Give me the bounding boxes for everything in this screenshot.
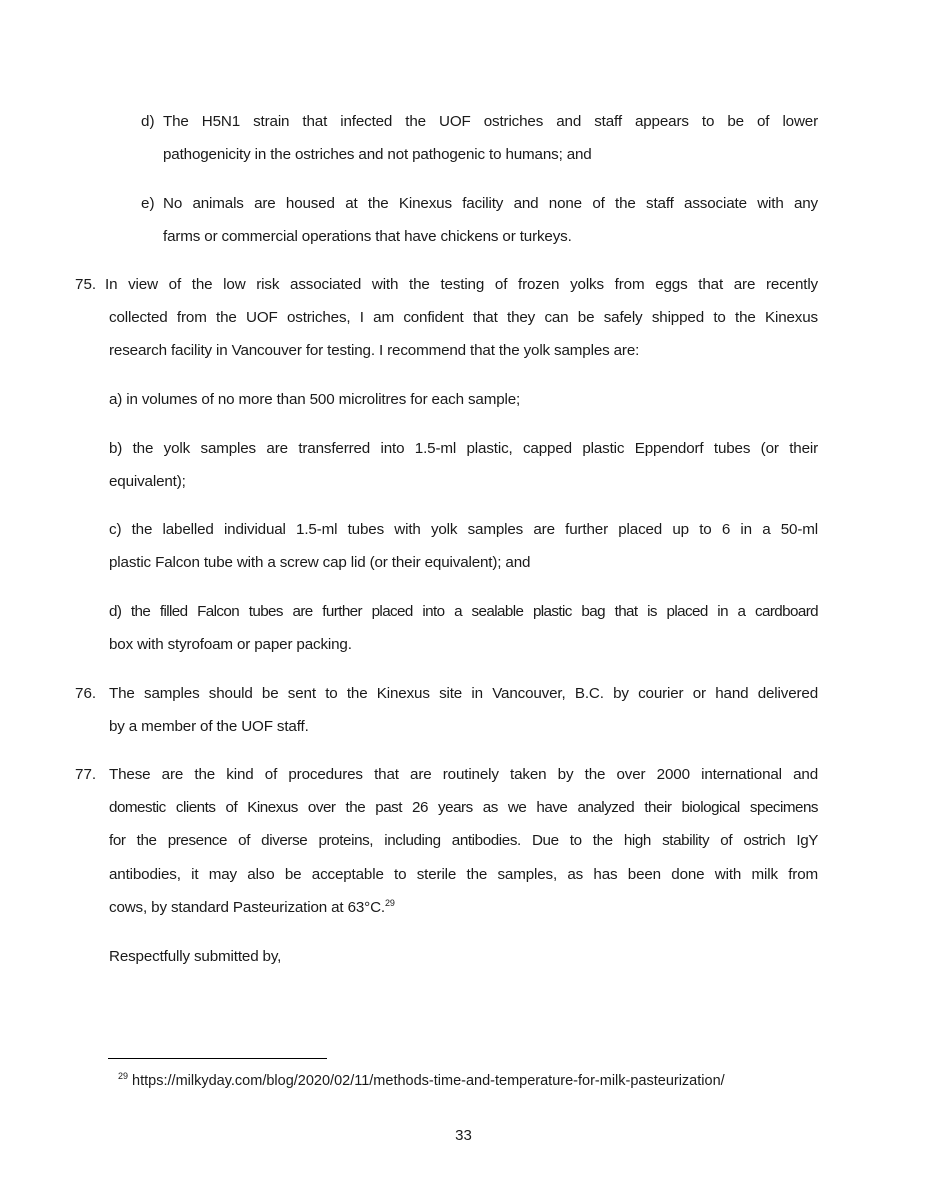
p77-line-2: domestic clients of Kinexus over the past 26 years as we have analyzed their biological specimens bbox=[109, 799, 818, 816]
p77-line-3: for the presence of diverse proteins, including antibodies. Due to the high stability of ostrich IgY bbox=[109, 832, 818, 849]
p75-subitem-a: a) in volumes of no more than 500 microlitres for each sample; bbox=[109, 391, 521, 408]
footnote bbox=[118, 1071, 725, 1091]
footnote-link[interactable]: https://milkyday.com/blog/2020/02/11/methods-time-and-temperature-for-milk-pasteurization/ bbox=[132, 1073, 725, 1089]
p75-subitem-d-line-2: box with styrofoam or paper packing. bbox=[109, 636, 352, 653]
footnote-separator bbox=[108, 1058, 327, 1059]
list-marker-d: d) bbox=[141, 113, 155, 130]
p76-line-1: The samples should be sent to the Kinexus site in Vancouver, B.C. by courier or hand delivered bbox=[109, 685, 818, 702]
item-e-line-2: farms or commercial operations that have chickens or turkeys. bbox=[163, 228, 572, 245]
page-number: 33 bbox=[455, 1127, 472, 1144]
p77-line-5 bbox=[109, 898, 395, 918]
p75-subitem-d-line-1: d) the filled Falcon tubes are further placed into a sealable plastic bag that is placed in a cardboard bbox=[109, 603, 818, 620]
p75-subitem-c-line-1: c) the labelled individual 1.5-ml tubes with yolk samples are further placed up to 6 in a 50-ml bbox=[109, 521, 818, 538]
list-marker-e: e) bbox=[141, 195, 155, 212]
paragraph-number-76: 76. bbox=[75, 685, 97, 702]
paragraph-number-75: 75. bbox=[75, 276, 97, 293]
p77-line-1: These are the kind of procedures that are routinely taken by the over 2000 international and bbox=[109, 766, 818, 783]
footnote-reference[interactable]: 29 bbox=[384, 898, 395, 908]
p77-line-5-text: cows, by standard Pasteurization at 63°C. bbox=[109, 899, 385, 916]
p76-line-2: by a member of the UOF staff. bbox=[109, 718, 309, 735]
p75-line-3: research facility in Vancouver for testing. I recommend that the yolk samples are: bbox=[109, 342, 640, 359]
p75-subitem-b-line-2: equivalent); bbox=[109, 473, 186, 490]
paragraph-number-77: 77. bbox=[75, 766, 97, 783]
footnote-number: 29 bbox=[118, 1071, 129, 1081]
item-d-line-1: The H5N1 strain that infected the UOF ostriches and staff appears to be of lower bbox=[163, 113, 818, 130]
p75-subitem-c-line-2: plastic Falcon tube with a screw cap lid (or their equivalent); and bbox=[109, 554, 531, 571]
p75-line-2: collected from the UOF ostriches, I am confident that they can be safely shipped to the Kinexus bbox=[109, 309, 818, 326]
p75-subitem-b-line-1: b) the yolk samples are transferred into 1.5-ml plastic, capped plastic Eppendorf tubes (or their bbox=[109, 440, 818, 457]
item-e-line-1: No animals are housed at the Kinexus facility and none of the staff associate with any bbox=[163, 195, 818, 212]
p75-line-1: In view of the low risk associated with the testing of frozen yolks from eggs that are recently bbox=[105, 276, 818, 293]
item-d-line-2: pathogenicity in the ostriches and not pathogenic to humans; and bbox=[163, 146, 592, 163]
closing-text: Respectfully submitted by, bbox=[109, 948, 282, 965]
p77-line-4: antibodies, it may also be acceptable to sterile the samples, as has been done with milk from bbox=[109, 866, 818, 883]
